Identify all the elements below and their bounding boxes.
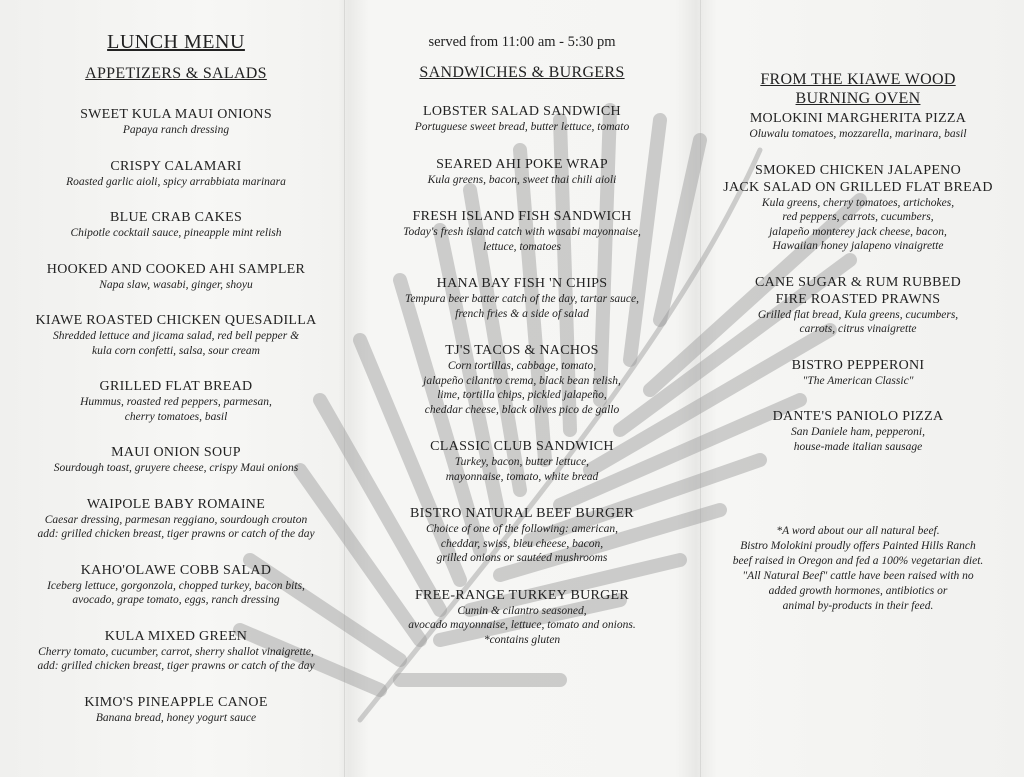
item-description: Turkey, bacon, butter lettuce, mayonnaise, tomato, white bread <box>445 456 599 483</box>
item-description: Napa slaw, wasabi, ginger, shoyu <box>99 278 253 291</box>
menu-item <box>8 378 344 424</box>
column-oven <box>708 0 1008 614</box>
column-appetizers <box>8 0 344 725</box>
item-description: Today's fresh island catch with wasabi mayonnaise, lettuce, tomatoes <box>403 226 641 253</box>
served-hours: served from 11:00 am - 5:30 pm <box>428 34 616 50</box>
item-description: "The American Classic" <box>802 374 914 387</box>
item-name: HANA BAY FISH 'N CHIPS <box>436 276 608 291</box>
item-description: Cumin & cilantro seasoned, avocado mayonnaise, lettuce, tomato and onions. *contains gluten <box>408 604 636 646</box>
item-description: Chipotle cocktail sauce, pineapple mint relish <box>70 227 282 239</box>
item-name: FREE-RANGE TURKEY BURGER <box>414 587 630 603</box>
oven-list <box>708 110 1008 454</box>
item-description: Tempura beer batter catch of the day, tartar sauce, french fries & a side of salad <box>404 293 640 320</box>
menu-item <box>8 158 344 190</box>
menu-item <box>708 408 1008 454</box>
menu-item <box>352 587 692 648</box>
menu-item <box>708 110 1008 142</box>
menu-item <box>8 694 344 726</box>
item-description: Banana bread, honey yogurt sauce <box>95 711 257 724</box>
menu-item <box>8 444 344 476</box>
menu-item <box>352 438 692 484</box>
section-heading-oven: FROM THE KIAWE WOOD BURNING OVEN <box>760 71 956 107</box>
section-heading-sandwiches: SANDWICHES & BURGERS <box>419 64 625 81</box>
item-description: Hummus, roasted red peppers, parmesan, cherry tomatoes, basil <box>80 396 272 423</box>
menu-item <box>352 208 692 254</box>
item-name: SMOKED CHICKEN JALAPENO JACK SALAD ON GRILLED FLAT BREAD <box>723 162 993 195</box>
item-name: BLUE CRAB CAKES <box>109 210 243 225</box>
item-name: HOOKED AND COOKED AHI SAMPLER <box>46 261 306 277</box>
fold-line-left <box>344 0 345 777</box>
menu-item <box>352 505 692 566</box>
menu-item <box>8 261 344 293</box>
menu-item <box>8 628 344 674</box>
item-description: Shredded lettuce and jicama salad, red bell pepper & kula corn confetti, salsa, sour cream <box>52 330 300 357</box>
item-description: Kula greens, bacon, sweet thai chili aioli <box>427 173 617 186</box>
section-heading-appetizers: APPETIZERS & SALADS <box>85 65 267 82</box>
appetizer-list <box>8 106 344 725</box>
item-name: DANTE'S PANIOLO PIZZA <box>772 409 944 424</box>
item-name: BISTRO NATURAL BEEF BURGER <box>410 506 634 521</box>
sandwich-list <box>352 103 692 647</box>
item-name: KIAWE ROASTED CHICKEN QUESADILLA <box>35 313 317 328</box>
fold-line-right <box>700 0 701 777</box>
menu-item <box>708 162 1008 254</box>
item-description: Grilled flat bread, Kula greens, cucumbers, carrots, citrus vinaigrette <box>757 308 959 335</box>
menu-item <box>8 496 344 542</box>
menu-item <box>708 357 1008 389</box>
item-description: Kula greens, cherry tomatoes, artichokes, red peppers, carrots, cucumbers, jalapeño monterey jack cheese, bacon, Hawaiian honey jalapeno vinaigrette <box>761 196 955 252</box>
item-description: Cherry tomato, cucumber, carrot, sherry shallot vinaigrette, add: grilled chicken breast, tiger prawns or catch of the day <box>37 645 315 672</box>
item-name: SEARED AHI POKE WRAP <box>436 156 608 172</box>
menu-item <box>352 275 692 321</box>
item-name: BISTRO PEPPERONI <box>791 357 925 373</box>
item-name: CANE SUGAR & RUM RUBBED FIRE ROASTED PRAWNS <box>754 274 962 307</box>
item-name: WAIPOLE BABY ROMAINE <box>86 496 266 512</box>
item-description: Iceberg lettuce, gorgonzola, chopped turkey, bacon bits, avocado, grape tomato, eggs, ranch dressing <box>47 579 305 606</box>
menu-item <box>8 312 344 358</box>
item-description: Portuguese sweet bread, butter lettuce, tomato <box>414 121 630 133</box>
item-name: MOLOKINI MARGHERITA PIZZA <box>749 111 967 126</box>
beef-note: *A word about our all natural beef. Bistro Molokini proudly offers Painted Hills Ranch beef raised in Oregon and fed a 100% vegetarian diet. "All Natural Beef" cattle have been raised with no added growth hormones, antibiotics or animal by-products in their feed. <box>732 525 984 612</box>
item-name: SWEET KULA MAUI ONIONS <box>80 107 272 122</box>
item-name: GRILLED FLAT BREAD <box>99 379 253 394</box>
menu-item <box>352 103 692 135</box>
item-name: KULA MIXED GREEN <box>104 628 248 644</box>
item-name: MAUI ONION SOUP <box>111 445 241 460</box>
menu-item <box>352 342 692 417</box>
item-description: Choice of one of the following: american, cheddar, swiss, bleu cheese, bacon, grilled onions or sautéed mushrooms <box>426 523 618 564</box>
item-name: CRISPY CALAMARI <box>110 158 242 174</box>
menu-title: LUNCH MENU <box>107 31 245 53</box>
menu-item <box>8 209 344 241</box>
menu-item <box>352 156 692 188</box>
item-description: Corn tortillas, cabbage, tomato, jalapeño cilantro crema, black bean relish, lime, tortilla chips, pickled jalapeño, cheddar cheese, black olives pico de gallo <box>423 360 621 416</box>
column-sandwiches <box>352 0 692 647</box>
item-description: Papaya ranch dressing <box>122 124 230 136</box>
menu-item <box>8 562 344 608</box>
menu-item <box>708 274 1008 337</box>
item-name: LOBSTER SALAD SANDWICH <box>423 104 621 119</box>
item-description: Roasted garlic aioli, spicy arrabbiata marinara <box>66 175 286 188</box>
item-description: Sourdough toast, gruyere cheese, crispy Maui onions <box>53 462 299 474</box>
item-name: KAHO'OLAWE COBB SALAD <box>80 562 272 578</box>
item-description: Oluwalu tomatoes, mozzarella, marinara, basil <box>749 128 967 140</box>
item-name: FRESH ISLAND FISH SANDWICH <box>412 209 632 224</box>
menu-item <box>8 106 344 138</box>
item-description: San Daniele ham, pepperoni, house-made italian sausage <box>790 426 926 453</box>
item-name: CLASSIC CLUB SANDWICH <box>430 439 614 454</box>
item-description: Caesar dressing, parmesan reggiano, sourdough crouton add: grilled chicken breast, tiger prawns or catch of the day <box>37 513 315 540</box>
item-name: KIMO'S PINEAPPLE CANOE <box>84 694 268 710</box>
item-name: TJ'S TACOS & NACHOS <box>445 343 599 358</box>
